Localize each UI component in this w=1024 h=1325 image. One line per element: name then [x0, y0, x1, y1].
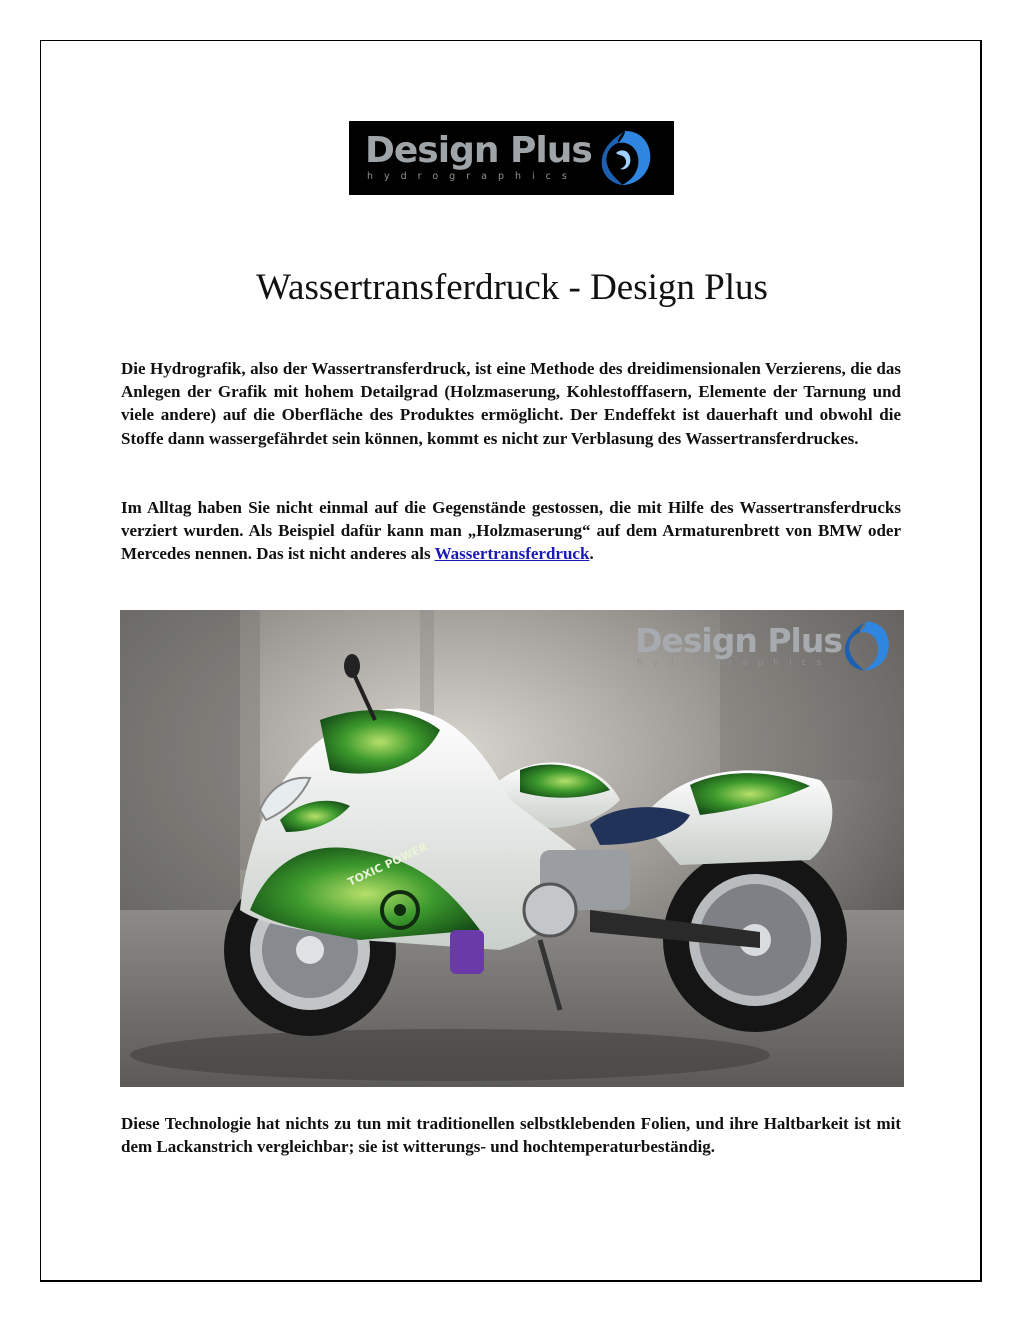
- example-paragraph: [121, 496, 901, 566]
- logo-tagline: hydrographics: [367, 171, 578, 182]
- logo-wordmark: Design Plus: [365, 130, 592, 171]
- fairing-lettering: TOXIC POWER: [345, 840, 430, 889]
- design-plus-logo: [349, 121, 674, 195]
- photo-logo-tagline: hydrographics: [637, 658, 832, 668]
- durability-paragraph: Diese Technologie hat nichts zu tun mit traditionellen selbstklebenden Folien, und ihre Haltbarkeit ist mit dem Lackanstrich vergleichbar; sie ist witterungs- und hochtemperaturbeständig.: [121, 1114, 901, 1157]
- example-text: Im Alltag haben Sie nicht einmal auf die Gegenstände gestossen, die mit Hilfe des Wassertransferdrucks verziert wurden. Als Beispiel dafür kann man „Holzmaserung“ auf dem Armaturenbrett von BMW oder Mercedes nennen. Das ist nicht anderes als: [121, 498, 901, 564]
- motorcycle-scene: [120, 610, 904, 1087]
- intro-paragraph: Die Hydrografik, also der Wassertransferdruck, ist eine Methode des dreidimensionalen Verzierens, die das Anlegen der Grafik mit hohem Detailgrad (Holzmaserung, Kohlestofffasern, Elemente der Tarnung und viele andere) auf die Oberfläche des Produktes ermöglicht. Der Endeffekt ist dauerhaft und obwohl die Stoffe dann wassergefährdet sein können, kommt es nicht zur Verblasung des Wassertransferdruckes.: [121, 359, 901, 448]
- example-end: .: [589, 544, 594, 564]
- motorcycle-photo: [120, 610, 904, 1087]
- photo-logo-swirl-icon: [838, 618, 894, 674]
- wassertransferdruck-link[interactable]: Wassertransferdruck: [434, 544, 590, 564]
- photo-logo-wordmark: Design Plus: [635, 621, 842, 660]
- page-title: Wassertransferdruck - Design Plus: [256, 267, 768, 308]
- logo-swirl-icon: [594, 127, 656, 189]
